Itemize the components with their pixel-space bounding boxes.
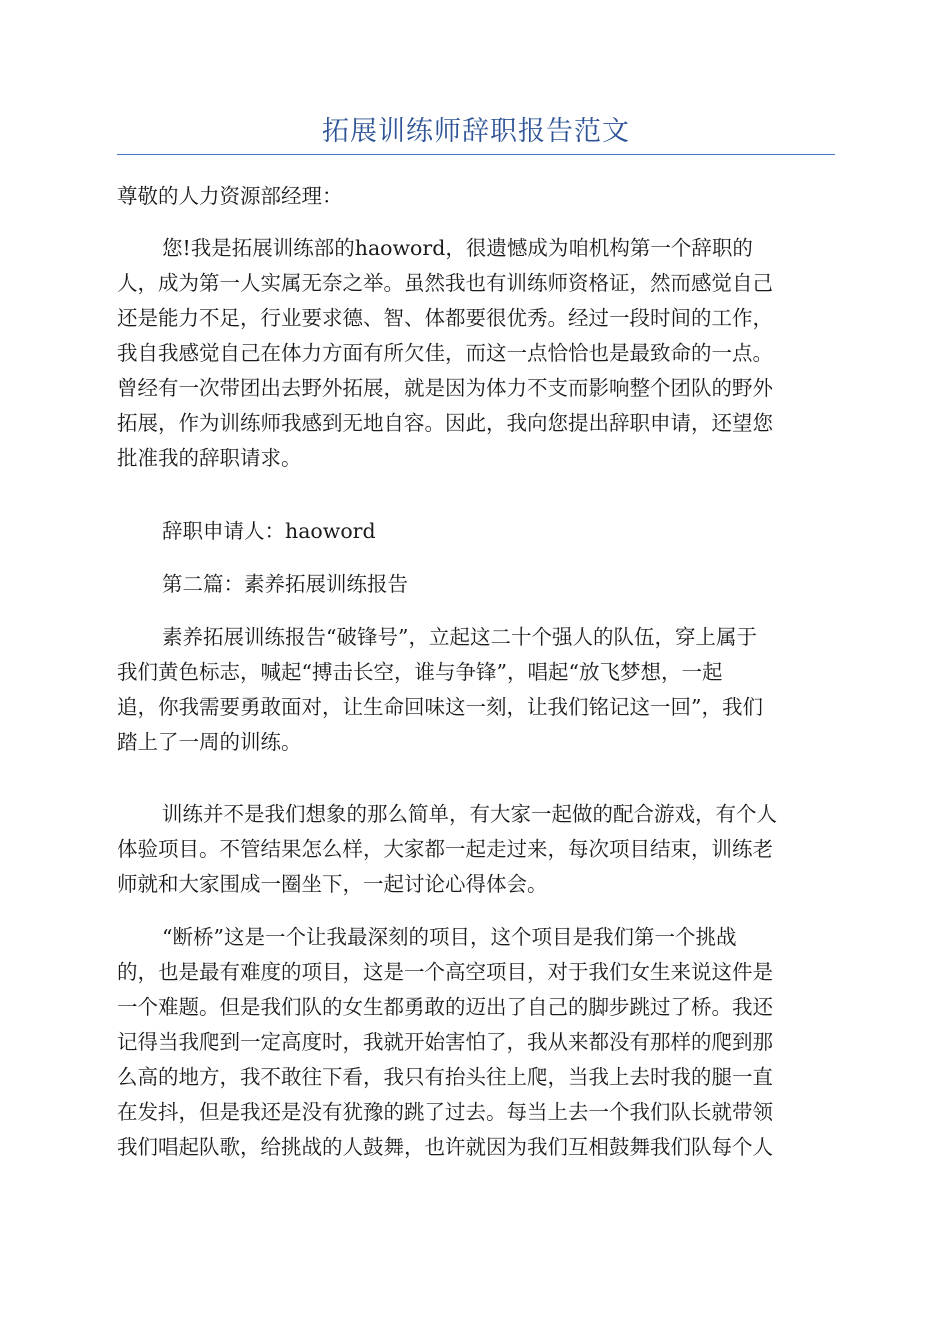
paragraph-line: 我自我感觉自己在体力方面有所欠佳，而这一点恰恰也是最致命的一点。 [117, 341, 773, 365]
paragraph-line: 师就和大家围成一圈坐下，一起讨论心得体会。 [117, 872, 548, 896]
signature-line: 辞职申请人：haoword [162, 519, 376, 543]
paragraph-line: 我们唱起队歌，给挑战的人鼓舞，也许就因为我们互相鼓舞我们队每个人 [117, 1135, 773, 1159]
title-underline [117, 154, 835, 155]
paragraph-line: 批准我的辞职请求。 [117, 446, 302, 470]
paragraph-line: 么高的地方，我不敢往下看，我只有抬头往上爬，当我上去时我的腿一直 [117, 1065, 773, 1089]
salutation: 尊敬的人力资源部经理： [117, 184, 343, 208]
paragraph-line: “断桥”这是一个让我最深刻的项目，这个项目是我们第一个挑战 [162, 925, 737, 949]
paragraph-line: 素养拓展训练报告“破锋号”，立起这二十个强人的队伍，穿上属于 [162, 625, 757, 649]
section-heading: 第二篇：素养拓展训练报告 [162, 572, 408, 596]
paragraph-line: 人，成为第一人实属无奈之举。虽然我也有训练师资格证，然而感觉自己 [117, 271, 773, 295]
paragraph-line: 拓展，作为训练师我感到无地自容。因此，我向您提出辞职申请，还望您 [117, 411, 773, 435]
paragraph-line: 在发抖，但是我还是没有犹豫的跳了过去。每当上去一个我们队长就带领 [117, 1100, 773, 1124]
paragraph-line: 的，也是最有难度的项目，这是一个高空项目，对于我们女生来说这件是 [117, 960, 773, 984]
paragraph-line: 还是能力不足，行业要求德、智、体都要很优秀。经过一段时间的工作， [117, 306, 773, 330]
paragraph-line: 曾经有一次带团出去野外拓展，就是因为体力不支而影响整个团队的野外 [117, 376, 773, 400]
paragraph-line: 记得当我爬到一定高度时，我就开始害怕了，我从来都没有那样的爬到那 [117, 1030, 773, 1054]
paragraph-line: 训练并不是我们想象的那么简单，有大家一起做的配合游戏，有个人 [162, 802, 777, 826]
paragraph-line: 体验项目。不管结果怎么样，大家都一起走过来，每次项目结束，训练老 [117, 837, 773, 861]
paragraph-line: 我们黄色标志，喊起“搏击长空，谁与争锋”，唱起“放飞梦想，一起 [117, 660, 723, 684]
document-title: 拓展训练师辞职报告范文 [322, 116, 630, 147]
paragraph-line: 一个难题。但是我们队的女生都勇敢的迈出了自己的脚步跳过了桥。我还 [117, 995, 773, 1019]
paragraph-line: 踏上了一周的训练。 [117, 730, 302, 754]
paragraph-line: 您!我是拓展训练部的haoword，很遗憾成为咱机构第一个辞职的 [162, 236, 753, 260]
paragraph-line: 追，你我需要勇敢面对，让生命回味这一刻，让我们铭记这一回”，我们 [117, 695, 763, 719]
